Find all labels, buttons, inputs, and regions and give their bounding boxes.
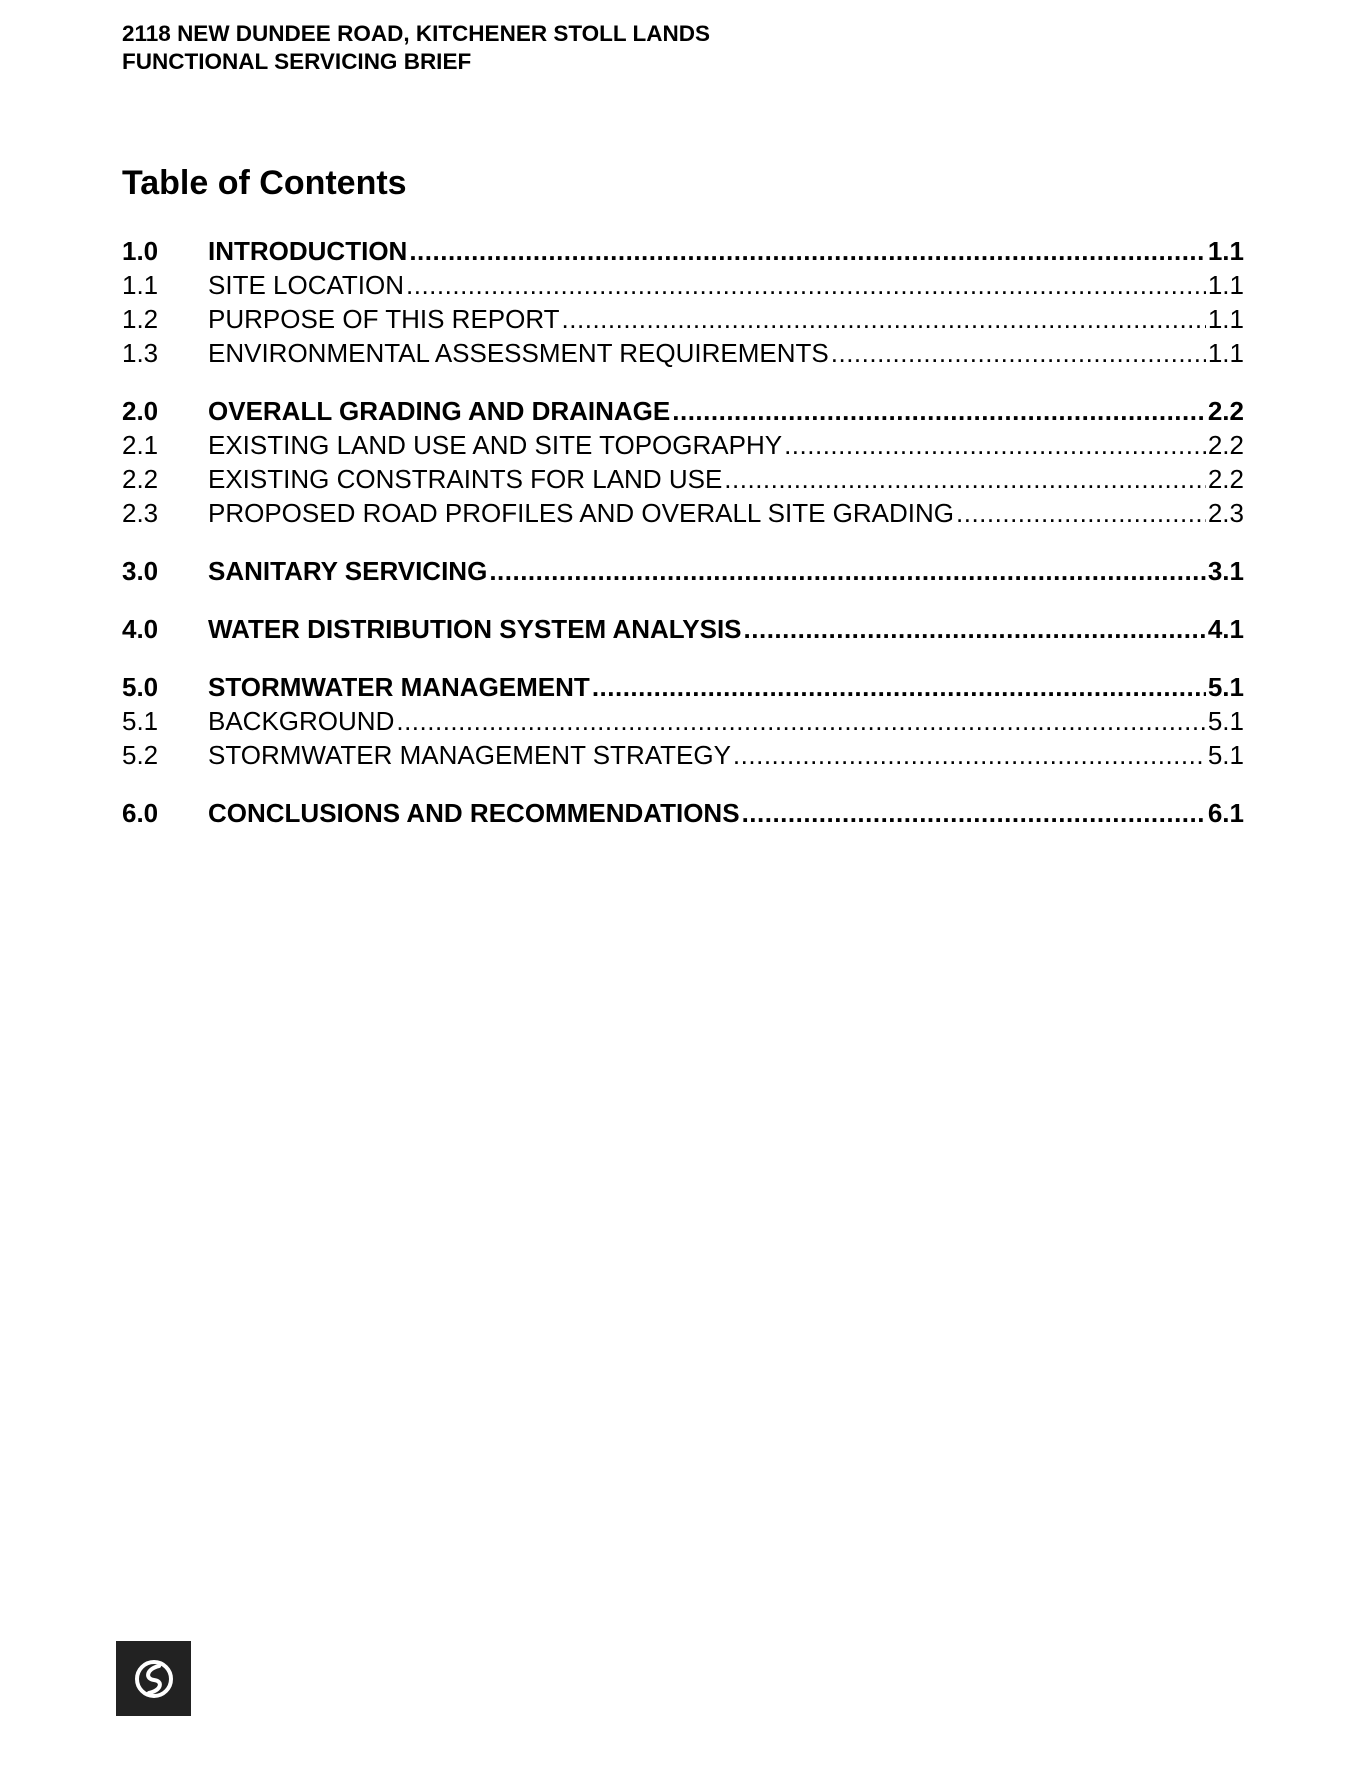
- running-header: [122, 20, 710, 76]
- toc-entry-title: OVERALL GRADING AND DRAINAGE: [208, 396, 671, 426]
- toc-entry-page: 1.1: [1207, 236, 1244, 266]
- toc-entry-page: 2.3: [1207, 498, 1244, 528]
- toc-dot-leader: [489, 554, 1206, 588]
- toc-entry-page: 1.1: [1207, 338, 1244, 368]
- toc-entry-page: 2.2: [1207, 464, 1244, 494]
- toc-entry[interactable]: [122, 336, 1244, 370]
- toc-entry-title: STORMWATER MANAGEMENT STRATEGY: [208, 740, 731, 770]
- toc-entry-title: EXISTING LAND USE AND SITE TOPOGRAPHY: [208, 430, 783, 460]
- toc-entry-number: 5.0: [122, 672, 159, 702]
- toc-entry[interactable]: [122, 554, 1244, 588]
- toc-entry-title: CONCLUSIONS AND RECOMMENDATIONS: [208, 798, 740, 828]
- toc-dot-leader: [396, 704, 1205, 738]
- toc-entry-number: 1.2: [122, 304, 159, 334]
- toc-entry-number: 4.0: [122, 614, 159, 644]
- toc-entry-title: EXISTING CONSTRAINTS FOR LAND USE: [208, 464, 723, 494]
- toc-entry-title: BACKGROUND: [208, 706, 395, 736]
- toc-entry-number: 2.3: [122, 498, 159, 528]
- toc-entry-number: 3.0: [122, 556, 159, 586]
- toc-entry-page: 4.1: [1207, 614, 1244, 644]
- toc-entry-title: PURPOSE OF THIS REPORT: [208, 304, 560, 334]
- toc-dot-leader: [784, 428, 1206, 462]
- toc-entry-page: 5.1: [1207, 740, 1244, 770]
- toc-entry-title: STORMWATER MANAGEMENT: [208, 672, 590, 702]
- toc-entry[interactable]: [122, 796, 1244, 830]
- toc-entry[interactable]: [122, 670, 1244, 704]
- toc-dot-leader: [406, 268, 1206, 302]
- table-of-contents: [122, 234, 1244, 830]
- toc-entry[interactable]: [122, 738, 1244, 772]
- toc-entry-page: 2.2: [1207, 396, 1244, 426]
- toc-dot-leader: [831, 336, 1206, 370]
- toc-entry-page: 1.1: [1207, 270, 1244, 300]
- toc-entry[interactable]: [122, 428, 1244, 462]
- toc-dot-leader: [733, 738, 1206, 772]
- toc-entry-number: 2.1: [122, 430, 159, 460]
- toc-entry-page: 2.2: [1207, 430, 1244, 460]
- company-logo: [116, 1641, 191, 1716]
- toc-entry-number: 2.2: [122, 464, 159, 494]
- toc-entry-number: 1.1: [122, 270, 159, 300]
- toc-entry-title: INTRODUCTION: [208, 236, 408, 266]
- toc-entry-title: SITE LOCATION: [208, 270, 404, 300]
- toc-dot-leader: [562, 302, 1206, 336]
- toc-dot-leader: [409, 234, 1206, 268]
- toc-dot-leader: [744, 612, 1206, 646]
- toc-entry-title: PROPOSED ROAD PROFILES AND OVERALL SITE GRADING: [208, 498, 954, 528]
- header-project-title: 2118 NEW DUNDEE ROAD, KITCHENER STOLL LANDS: [122, 21, 710, 46]
- toc-entry[interactable]: [122, 496, 1244, 530]
- toc-entry-number: 5.1: [122, 706, 159, 736]
- toc-entry[interactable]: [122, 704, 1244, 738]
- toc-entry[interactable]: [122, 302, 1244, 336]
- toc-entry[interactable]: [122, 394, 1244, 428]
- toc-entry[interactable]: [122, 462, 1244, 496]
- header-report-type: FUNCTIONAL SERVICING BRIEF: [122, 49, 472, 74]
- toc-entry-number: 2.0: [122, 396, 159, 426]
- toc-entry[interactable]: [122, 268, 1244, 302]
- toc-entry-page: 3.1: [1207, 556, 1244, 586]
- toc-dot-leader: [956, 496, 1206, 530]
- toc-entry-number: 1.3: [122, 338, 159, 368]
- toc-entry-page: 5.1: [1207, 672, 1244, 702]
- toc-entry-title: SANITARY SERVICING: [208, 556, 488, 586]
- toc-entry-number: 1.0: [122, 236, 159, 266]
- toc-entry-number: 5.2: [122, 740, 159, 770]
- toc-heading: Table of Contents: [122, 164, 407, 202]
- toc-entry[interactable]: [122, 234, 1244, 268]
- company-logo-icon: [132, 1657, 176, 1701]
- toc-entry-page: 6.1: [1207, 798, 1244, 828]
- toc-entry-number: 6.0: [122, 798, 159, 828]
- toc-entry-page: 1.1: [1207, 304, 1244, 334]
- toc-entry[interactable]: [122, 612, 1244, 646]
- toc-dot-leader: [672, 394, 1206, 428]
- toc-dot-leader: [742, 796, 1206, 830]
- toc-dot-leader: [592, 670, 1206, 704]
- toc-entry-page: 5.1: [1207, 706, 1244, 736]
- toc-entry-title: ENVIRONMENTAL ASSESSMENT REQUIREMENTS: [208, 338, 829, 368]
- toc-dot-leader: [724, 462, 1206, 496]
- toc-entry-title: WATER DISTRIBUTION SYSTEM ANALYSIS: [208, 614, 742, 644]
